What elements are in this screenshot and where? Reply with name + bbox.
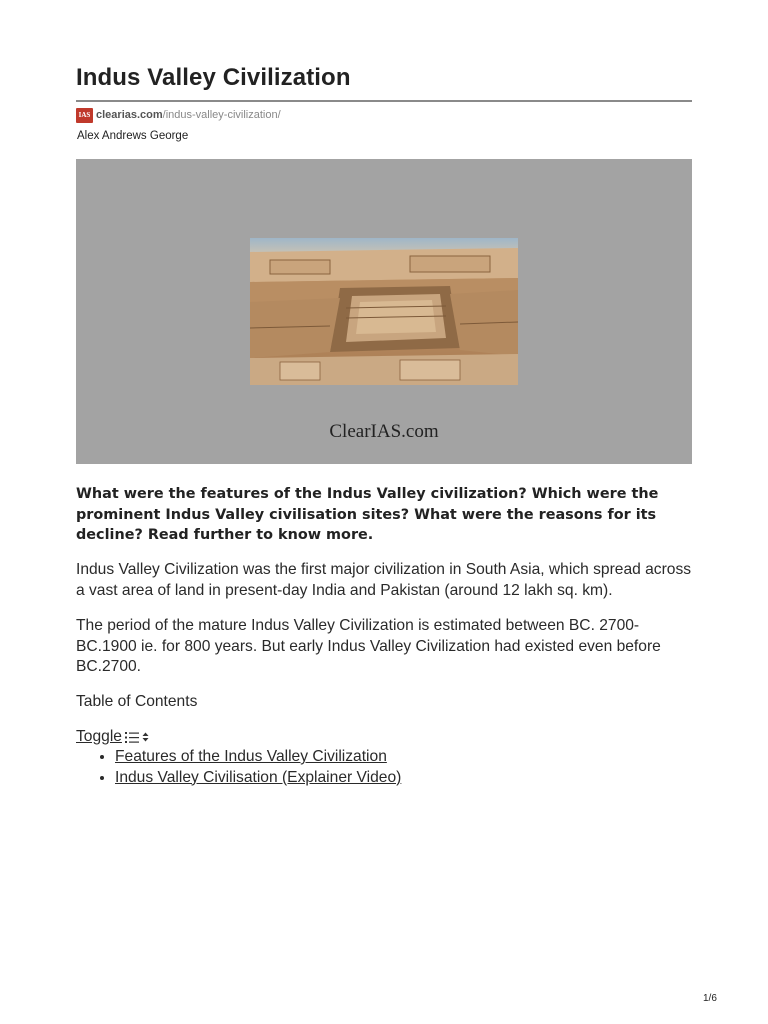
toc-link-explainer-video[interactable]: Indus Valley Civilisation (Explainer Video) [115,768,402,786]
page-title: Indus Valley Civilization [76,64,351,91]
list-icon[interactable] [125,732,139,743]
toc-item [115,768,401,789]
intro-paragraph: Indus Valley Civilization was the first major civilization in South Asia, which spread across a vast area of land in present-day India and Pakistan (around 12 lakh sq. km). [76,561,692,599]
hero-image [76,159,692,464]
period-paragraph: The period of the mature Indus Valley Civilization is estimated between BC. 2700-BC.1900 ie. for 800 years. But early Indus Valley Civilization had existed even before BC.2700. [76,617,661,675]
toc-toggle[interactable] [76,727,149,748]
toc-link-features[interactable]: Features of the Indus Valley Civilization [115,748,387,765]
lead-paragraph: What were the features of the Indus Valley civilization? Which were the prominent Indus Valley civilisation sites? What were the reasons for its decline? Read further to know more. [76,486,659,543]
toc-list [76,747,401,788]
sort-arrows-icon[interactable] [142,732,149,742]
toc-toggle-label[interactable]: Toggle [76,728,122,745]
toc-heading: Table of Contents [76,693,198,710]
toc-item [115,747,401,768]
author-name: Alex Andrews George [77,130,189,142]
source-domain[interactable]: clearias.com [96,109,163,121]
clearias-favicon-icon: IAS [76,108,93,123]
source-path[interactable]: /indus-valley-civilization/ [162,109,281,121]
excavation-photo [250,238,518,385]
title-divider [76,100,692,102]
page-number: 1/6 [703,993,717,1004]
hero-caption: ClearIAS.com [329,421,439,442]
source-link[interactable] [76,107,281,123]
